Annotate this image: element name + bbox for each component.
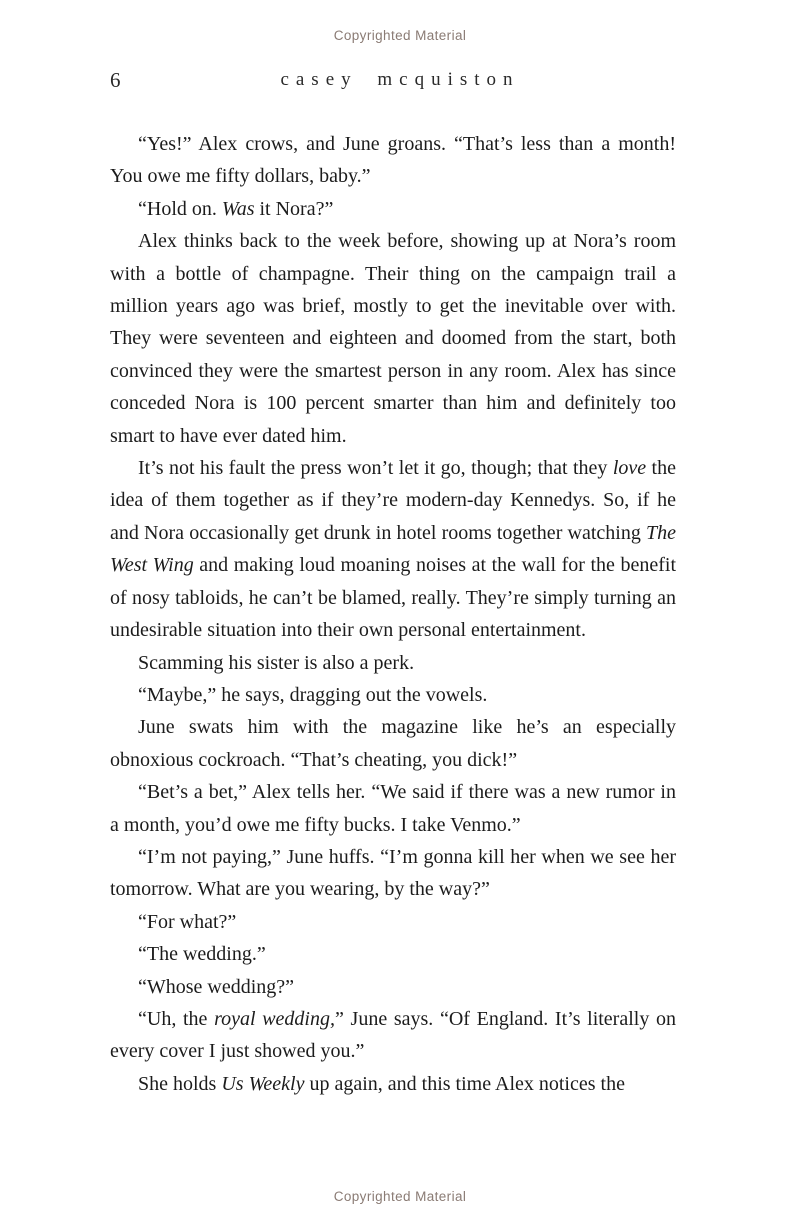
paragraph: “Bet’s a bet,” Alex tells her. “We said if there was a new rumor in a month, you’d owe me fifty bucks. I take Venmo.” <box>110 781 676 836</box>
paragraph: “The wedding.” <box>138 943 266 966</box>
paragraph: Alex thinks back to the week before, showing up at Nora’s room with a bottle of champagne. Their thing on the campaign trail a million years ago was brief, mostly to get the inevitable over with. They were seventeen and eighteen and doomed from the start, both convinced they were the smartest person in any room. Alex has since conceded Nora is 100 percent smarter than him and definitely too smart to have ever dated him. <box>110 230 676 447</box>
page-body <box>110 128 676 1100</box>
copyright-notice-top: Copyrighted Material <box>333 28 467 43</box>
paragraph: “For what?” <box>138 910 237 933</box>
paragraph: June swats him with the magazine like he’s an especially obnoxious cockroach. “That’s cheating, you dick!” <box>110 716 676 771</box>
paragraph: “Maybe,” he says, dragging out the vowels. <box>138 683 488 706</box>
page-number: 6 <box>110 68 121 92</box>
paragraph: It’s not his fault the press won’t let it go, though; that they love the idea of them together as if they’re modern-day Kennedys. So, if he and Nora occasionally get drunk in hotel rooms together watching The West Wing and making loud moaning noises at the wall for the benefit of nosy tabloids, he can’t be blamed, really. They’re simply turning an undesirable situation into their own personal entertainment. <box>110 457 677 642</box>
paragraph: “Uh, the royal wedding,” June says. “Of England. It’s literally on every cover I just showed you.” <box>110 1007 676 1063</box>
running-header-author: casey mcquiston <box>280 69 520 90</box>
paragraph: Scamming his sister is also a perk. <box>138 651 415 674</box>
paragraph: “I’m not paying,” June huffs. “I’m gonna kill her when we see her tomorrow. What are you wearing, by the way?” <box>110 845 676 901</box>
copyright-notice-bottom: Copyrighted Material <box>333 1189 467 1204</box>
paragraph: She holds Us Weekly up again, and this time Alex notices the <box>138 1072 625 1095</box>
paragraph: “Yes!” Alex crows, and June groans. “That’s less than a month! You owe me fifty dollars, baby.” <box>110 133 676 188</box>
paragraph: “Whose wedding?” <box>138 975 295 998</box>
page-header <box>0 68 800 96</box>
paragraph: “Hold on. Was it Nora?” <box>138 197 334 220</box>
